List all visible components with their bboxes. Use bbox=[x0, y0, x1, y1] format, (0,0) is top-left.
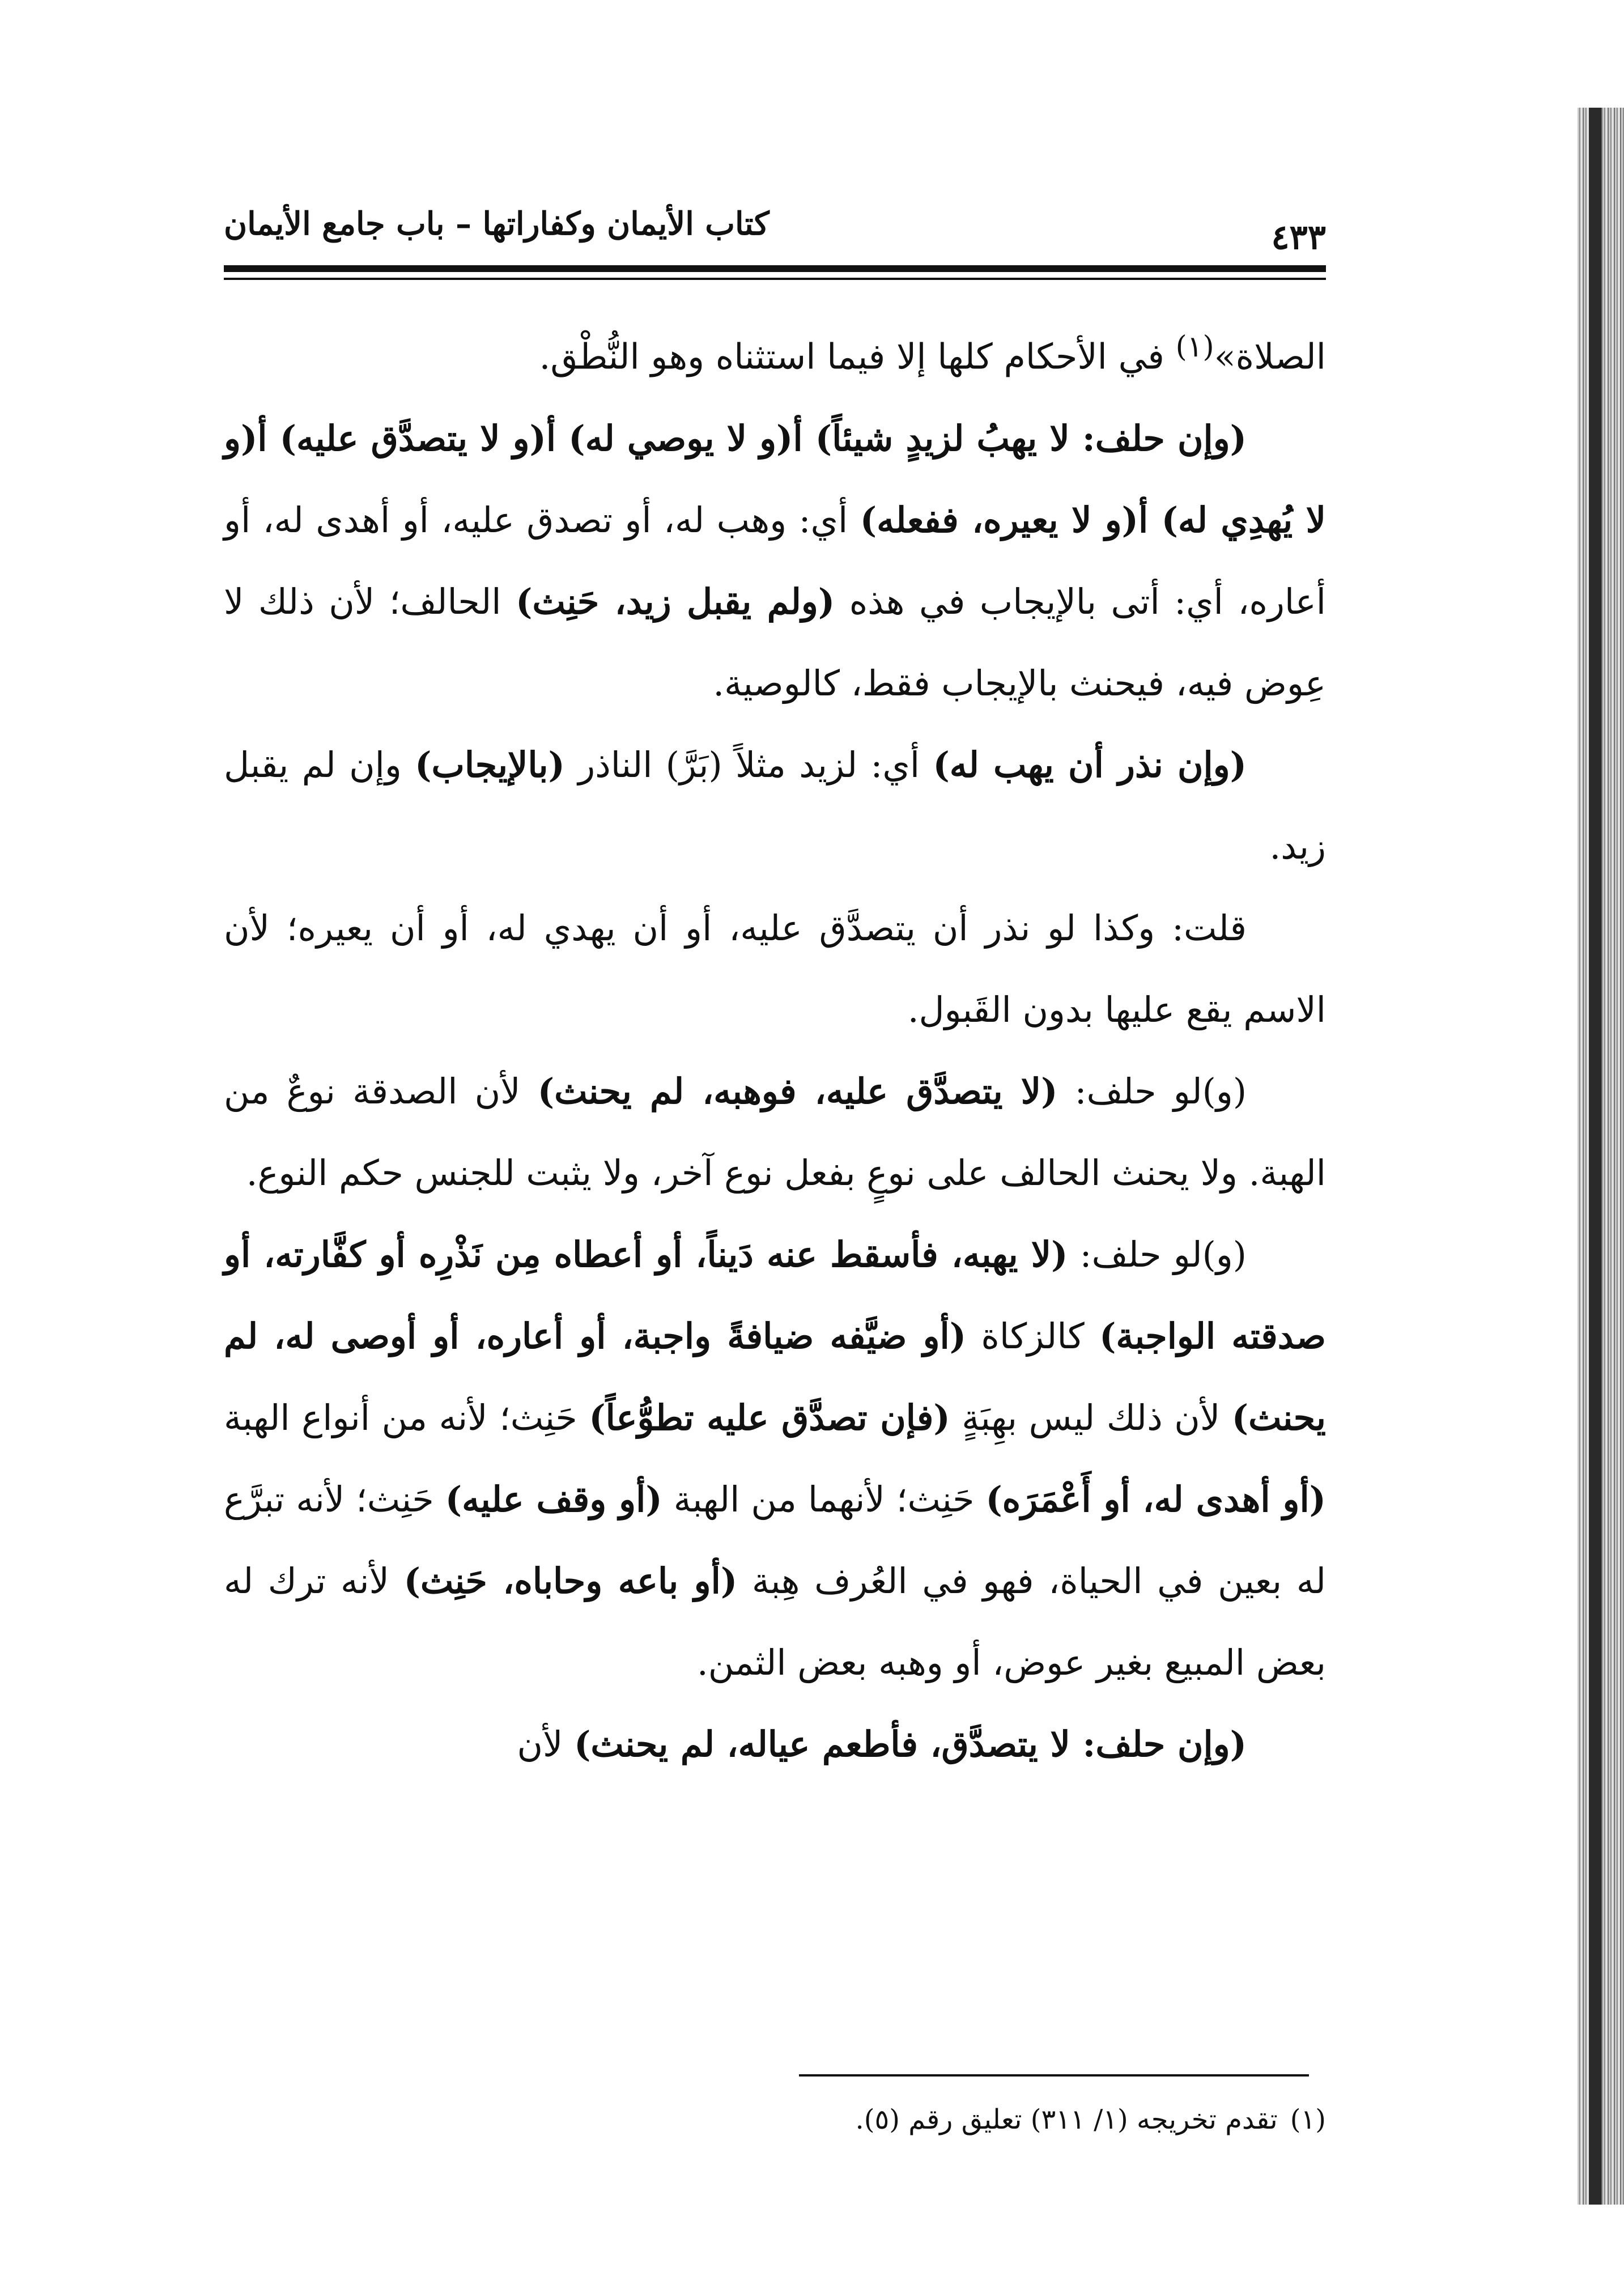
p5-text-2: لأن الصدقة نوعٌ من الهبة. ولا يحنث الحالف على نوعٍ بفعل نوع آخر، ولا يثبت للجنس حكم النوع. bbox=[224, 1070, 1326, 1194]
p2-text-1: أي: وهب له، أو تصدق عليه، أو أهدى له، أو أعاره، أي: أتى بالإيجاب في هذه bbox=[224, 499, 1327, 622]
p2-text-2: الحالف؛ لأن ذلك لا عِوض فيه، فيحنث بالإيجاب فقط، كالوصية. bbox=[224, 580, 1326, 704]
paragraph-2 bbox=[224, 398, 1326, 724]
paragraph-1 bbox=[224, 306, 1326, 398]
footnote-text: تقدم تخريجه (١/ ٣١١) تعليق رقم (٥). bbox=[855, 2104, 1278, 2135]
footnote bbox=[224, 2097, 1326, 2142]
page-header bbox=[224, 193, 1326, 272]
p6-bold-1: (لا يهبه، فأسقط عنه دَيناً، أو أعطاه مِن نَذْرِه أو كفَّارته، أو صدقته الواجبة) bbox=[224, 1233, 1326, 1357]
p2-bold-1: (وإن حلف: لا يهبُ لزيدٍ شيئاً) أ(و لا يوصي له) أ(و لا يتصدَّق عليه) أ(و لا يُهدِي له) أ(و لا يعيره، ففعله) bbox=[224, 417, 1326, 541]
footnote-number: (١) bbox=[1290, 2104, 1326, 2135]
paragraph-3 bbox=[224, 724, 1326, 888]
p6-bold-2: (أو ضيَّفه ضيافةً واجبة، أو أعاره، أو أوصى له، لم يحنث) bbox=[224, 1315, 1326, 1438]
p4-text-1: قلت: وكذا لو نذر أن يتصدَّق عليه، أو أن يهدي له، أو أن يعيره؛ لأن الاسم يقع عليها بدون القَبول. bbox=[224, 907, 1326, 1030]
footnote-separator bbox=[799, 2074, 1309, 2077]
p6-text-1: (و)لو حلف: bbox=[1068, 1233, 1247, 1275]
header-rule-thick bbox=[224, 265, 1326, 272]
p3-bold-2: (بالإيجاب) bbox=[415, 744, 565, 785]
p6-text-4: حَنِث؛ لأنه من أنواع الهبة bbox=[224, 1396, 589, 1438]
p5-bold-1: (لا يتصدَّق عليه، فوهبه، لم يحنث) bbox=[537, 1070, 1058, 1112]
p7-text-1: لأن bbox=[517, 1723, 575, 1765]
p3-text-1: أي: لزيد مثلاً (بَرَّ) الناذر bbox=[564, 744, 933, 785]
p6-text-5: حَنِث؛ لأنهما من الهبة bbox=[662, 1478, 986, 1520]
p6-text-7: لأنه ترك له بعض المبيع بغير عوض، أو وهبه بعض الثمن. bbox=[224, 1560, 1326, 1683]
p6-text-3: لأن ذلك ليس بهِبَةٍ bbox=[950, 1396, 1232, 1438]
p6-bold-3: (فإن تصدَّق عليه تطوُّعاً) bbox=[589, 1396, 950, 1438]
paragraph-5 bbox=[224, 1051, 1326, 1214]
p3-text-2: وإن لم يقبل زيد. bbox=[224, 744, 1326, 867]
p5-text-1: (و)لو حلف: bbox=[1057, 1070, 1247, 1112]
footnote-reference[interactable]: (١) bbox=[1175, 330, 1214, 364]
p7-bold-1: (وإن حلف: لا يتصدَّق، فأطعم عياله، لم يحنث) bbox=[574, 1723, 1247, 1765]
paragraph-7 bbox=[224, 1704, 1326, 1785]
p6-bold-6: (أو باعه وحاباه، حَنِث) bbox=[403, 1560, 738, 1602]
p2-bold-2: (ولم يقبل زيد، حَنِث) bbox=[516, 580, 835, 622]
p1-text-2: في الأحكام كلها إلا فيما استثناه وهو النُّطْق. bbox=[539, 336, 1176, 377]
p6-bold-5: (أو وقف عليه) bbox=[445, 1478, 662, 1520]
paragraph-6 bbox=[224, 1214, 1326, 1704]
paragraph-4 bbox=[224, 888, 1326, 1051]
p1-text-1: الصلاة» bbox=[1214, 336, 1326, 377]
page-edge-binding bbox=[1578, 108, 1624, 2205]
header-rule-thin bbox=[224, 278, 1326, 280]
page-spine-shadow bbox=[1589, 108, 1601, 2205]
p6-text-2: كالزكاة bbox=[966, 1315, 1100, 1357]
p3-bold-1: (وإن نذر أن يهب له) bbox=[933, 744, 1247, 785]
running-title: كتاب الأيمان وكفاراتها – باب جامع الأيمان bbox=[224, 205, 770, 243]
p6-text-6: حَنِث؛ لأنه تبرَّع له بعين في الحياة، فهو في العُرف هِبة bbox=[224, 1478, 1326, 1602]
p6-bold-4: (أو أهدى له، أو أَعْمَرَه) bbox=[985, 1478, 1327, 1520]
page-number: ٤٣٣ bbox=[1271, 218, 1326, 257]
main-text bbox=[224, 306, 1326, 1785]
